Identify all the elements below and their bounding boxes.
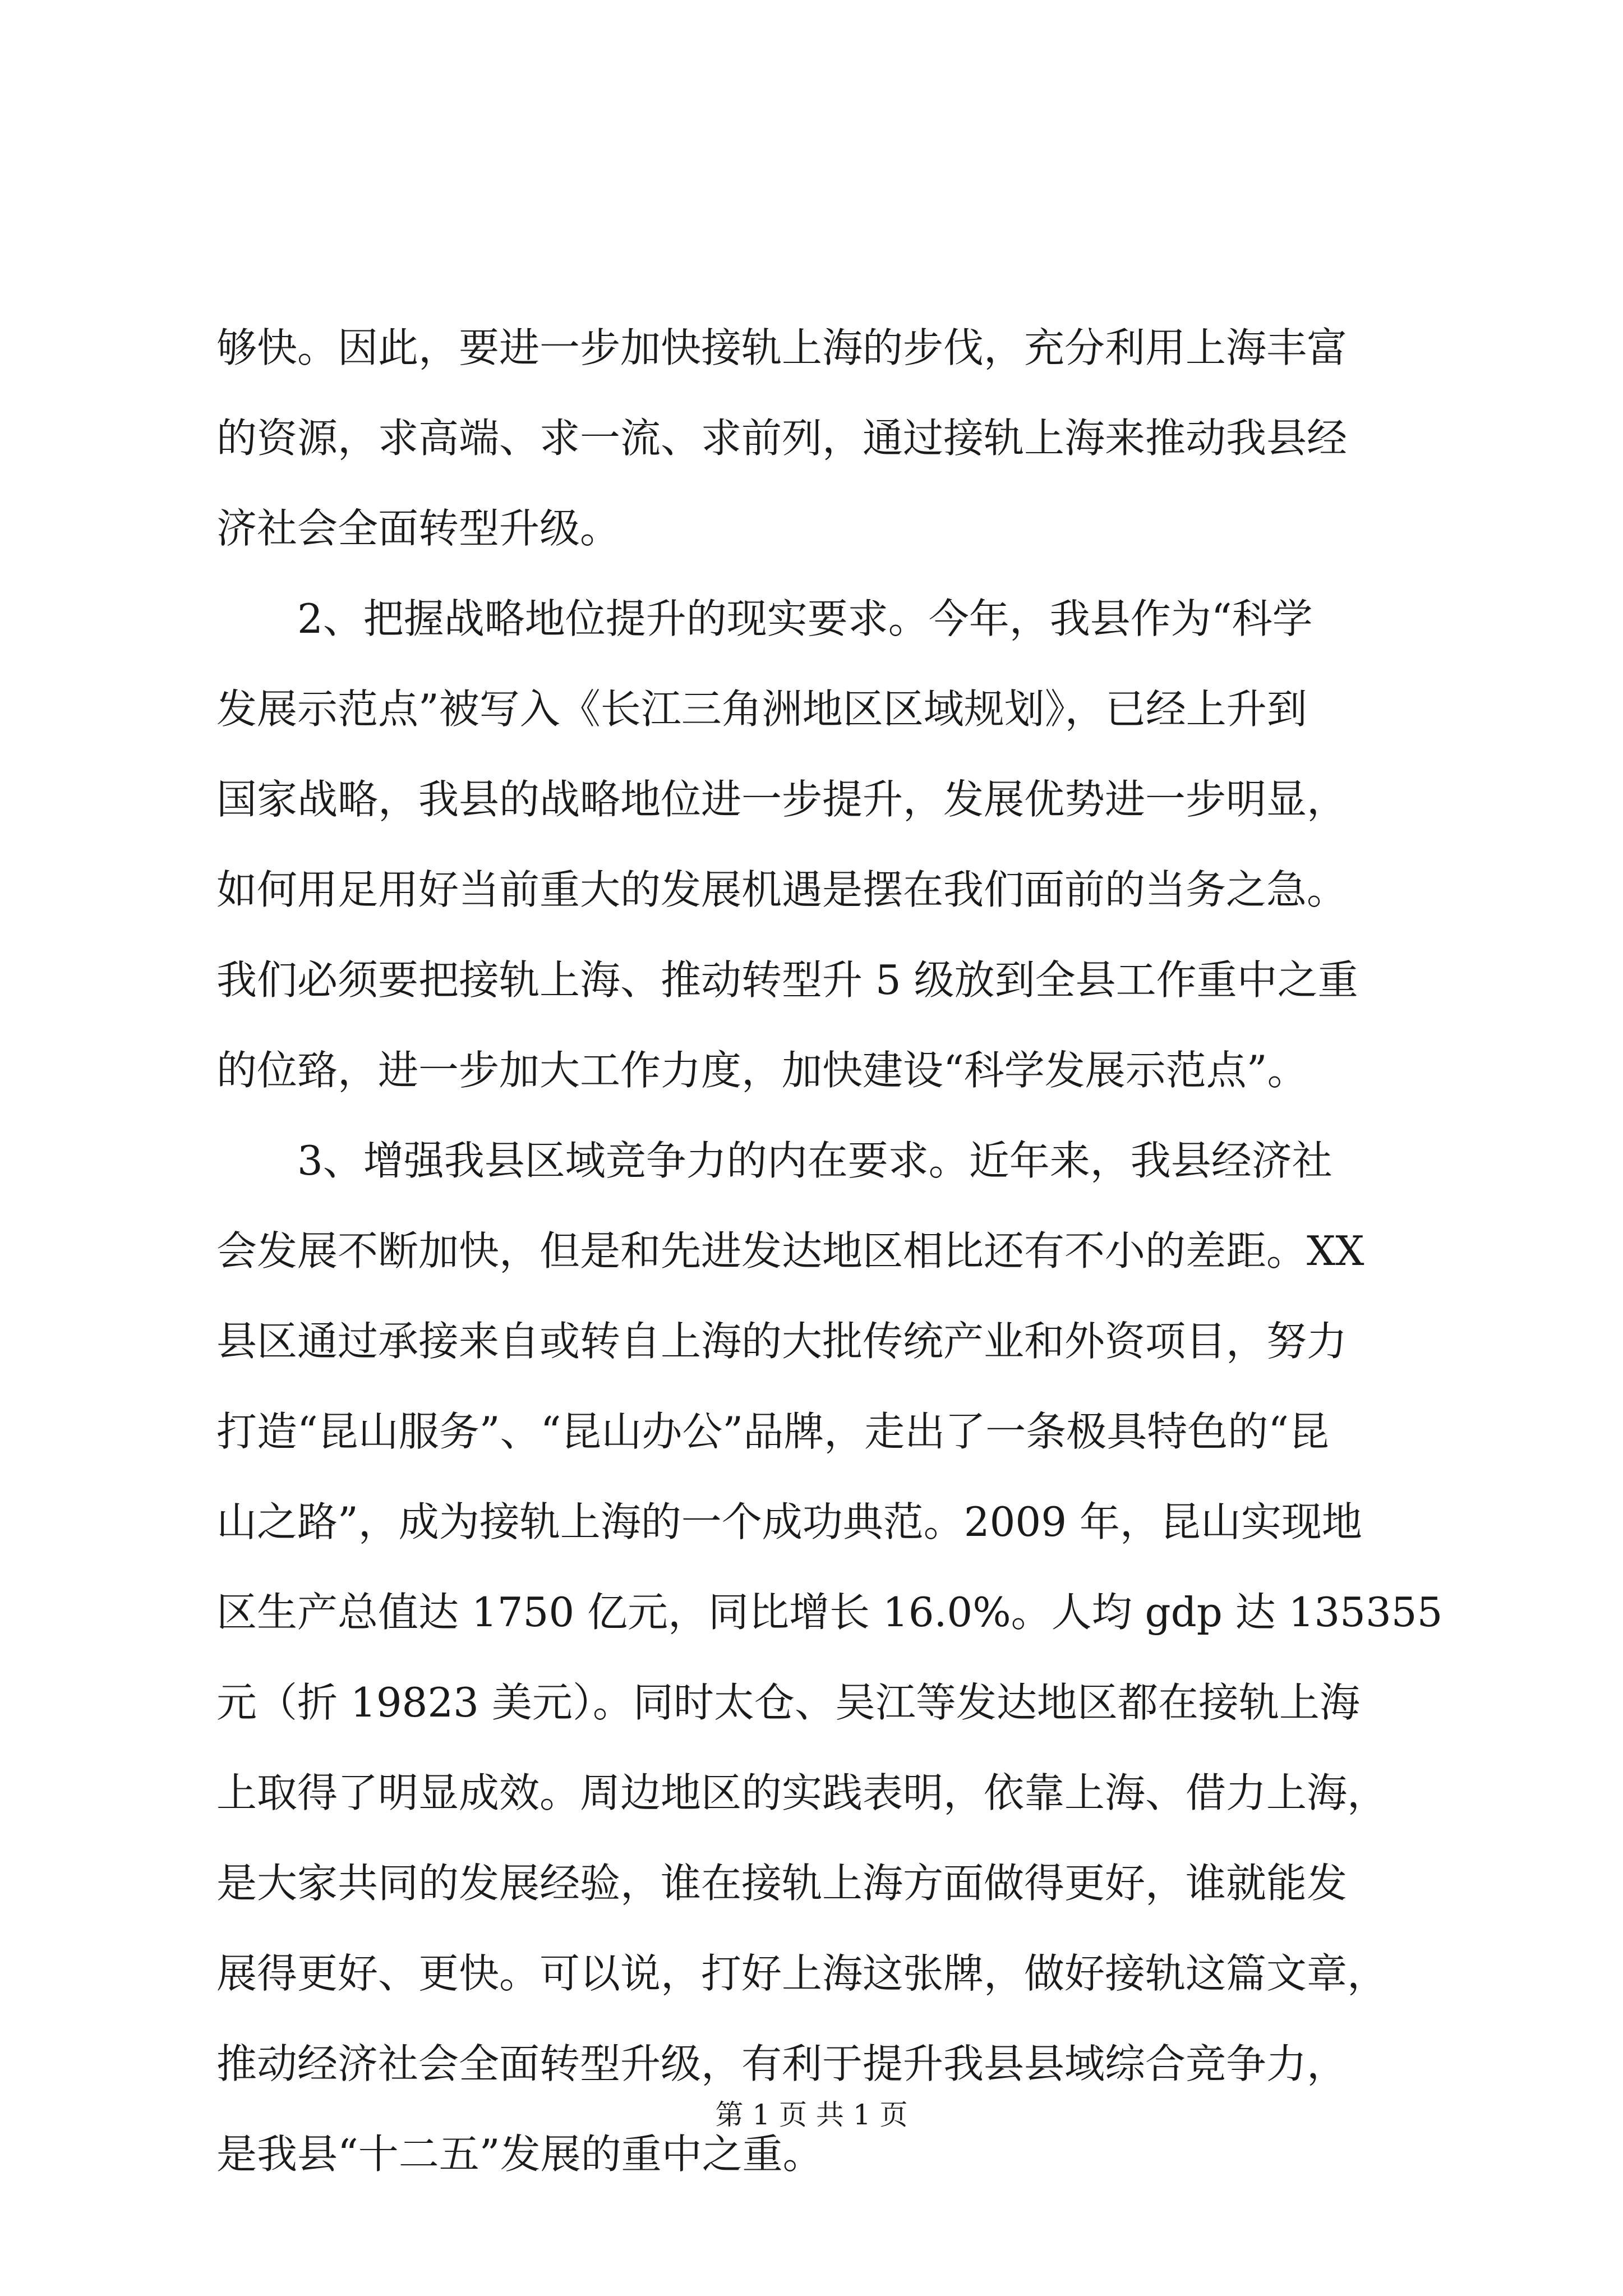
paragraph-3-line-2: 会发展不断加快，但是和先进发达地区相比还有不小的差距。XX — [216, 1227, 1364, 1274]
paragraph-2-line-5: 我们必须要把接轨上海、推动转型升 5 级放到全县工作重中之重 — [216, 956, 1358, 1004]
paragraph-3-line-3: 县区通过承接来自或转自上海的大批传统产业和外资项目，努力 — [216, 1318, 1348, 1365]
page-number-label: 第 1 页 共 1 页 — [715, 2099, 908, 2131]
document-body — [216, 303, 1443, 2200]
paragraph-2-line-2: 发展示范点”被写入《长江三角洲地区区域规划》，已经上升到 — [216, 685, 1307, 733]
paragraph-3-line-9: 是大家共同的发展经验，谁在接轨上海方面做得更好，谁就能发 — [216, 1860, 1348, 1907]
paragraph-3-line-10: 展得更好、更快。可以说，打好上海这张牌，做好接轨这篇文章， — [216, 1950, 1388, 1997]
paragraph-2-line-1: 2、把握战略地位提升的现实要求。今年，我县作为“科学 — [297, 595, 1313, 642]
paragraph-3-line-11: 推动经济社会全面转型升级，有利于提升我县县域综合竞争力， — [216, 2040, 1348, 2087]
paragraph-3-line-8: 上取得了明显成效。周边地区的实践表明，依靠上海、借力上海， — [216, 1769, 1388, 1816]
page-footer — [0, 2095, 1623, 2134]
paragraph-1-line-2: 的资源，求高端、求一流、求前列，通过接轨上海来推动我县经 — [216, 415, 1348, 462]
paragraph-1-line-1: 够快。因此，要进一步加快接轨上海的步伐，充分利用上海丰富 — [216, 324, 1348, 371]
paragraph-3-line-7: 元（折 19823 美元）。同时太仓、吴江等发达地区都在接轨上海 — [216, 1679, 1360, 1726]
paragraph-3-line-6: 区生产总值达 1750 亿元，同比增长 16.0%。人均 gdp 达 135355 — [216, 1589, 1443, 1636]
paragraph-2-line-6: 的位臵，进一步加大工作力度，加快建设“科学发展示范点”。 — [216, 1047, 1308, 1094]
paragraph-3-line-12: 是我县“十二五”发展的重中之重。 — [216, 2131, 823, 2178]
paragraph-2-line-4: 如何用足用好当前重大的发展机遇是摆在我们面前的当务之急。 — [216, 866, 1348, 913]
paragraph-3-line-4: 打造“昆山服务”、“昆山办公”品牌，走出了一条极具特色的“昆 — [216, 1408, 1330, 1455]
paragraph-3-line-1: 3、增强我县区域竞争力的内在要求。近年来，我县经济社 — [297, 1137, 1332, 1184]
paragraph-3-line-5: 山之路”，成为接轨上海的一个成功典范。2009 年，昆山实现地 — [216, 1498, 1362, 1545]
paragraph-1-line-3: 济社会全面转型升级。 — [216, 505, 621, 552]
paragraph-2-line-3: 国家战略，我县的战略地位进一步提升，发展优势进一步明显， — [216, 776, 1348, 823]
